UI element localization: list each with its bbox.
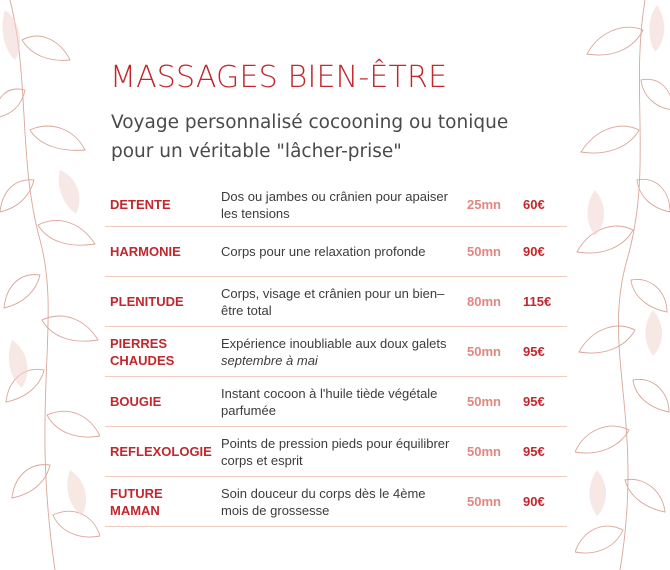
description-text: Corps, visage et crânien pour un bien–être total [221, 285, 445, 318]
massage-name-line: BOUGIE [110, 394, 162, 409]
description-text: Points de pression pieds pour équilibrer corps et esprit [221, 435, 450, 468]
massage-description [221, 277, 451, 326]
massage-row [105, 477, 567, 527]
massage-name-line: PIERRES [110, 335, 168, 351]
massage-description [221, 327, 451, 376]
massage-price: 95€ [523, 394, 545, 409]
massage-price: 95€ [523, 344, 545, 359]
massage-name-line: DETENTE [110, 197, 171, 212]
massage-row [105, 183, 567, 227]
massage-name-line: REFLEXOLOGIE [110, 444, 212, 459]
massage-price: 115€ [523, 294, 552, 309]
massage-price: 95€ [523, 444, 545, 459]
massage-name [110, 377, 220, 426]
massage-name-line: CHAUDES [110, 352, 175, 368]
massage-price-list [105, 183, 567, 527]
massage-name-line: FUTURE [110, 485, 163, 501]
page-subtitle: Voyage personnalisé cocooning ou tonique pour un véritable "lâcher-prise" [111, 112, 509, 162]
massage-duration: 50mn [467, 394, 501, 409]
massage-description [221, 427, 451, 476]
massage-description [221, 477, 451, 526]
massage-price: 90€ [523, 244, 545, 259]
leaf-decoration-left [0, 0, 100, 570]
massage-name [110, 477, 220, 526]
massage-price: 60€ [523, 197, 545, 212]
massage-name [110, 427, 220, 476]
leaf-decoration-right [575, 0, 670, 570]
massage-duration: 25mn [467, 197, 501, 212]
leaf-illustration-right [575, 0, 670, 570]
massage-duration: 80mn [467, 294, 501, 309]
massage-name-line: PLENITUDE [110, 294, 184, 309]
massage-duration: 50mn [467, 244, 501, 259]
massage-description [221, 227, 451, 276]
massage-name-line: HARMONIE [110, 244, 181, 259]
massage-duration: 50mn [467, 494, 501, 509]
massage-price: 90€ [523, 494, 545, 509]
leaf-illustration-left [0, 0, 100, 570]
massage-duration: 50mn [467, 444, 501, 459]
description-text: Corps pour une relaxation profonde [221, 244, 426, 259]
massage-name [110, 277, 220, 326]
description-season: septembre à mai [221, 352, 318, 368]
massage-name [110, 227, 220, 276]
massage-name [110, 327, 220, 376]
massage-duration: 50mn [467, 344, 501, 359]
massage-row [105, 377, 567, 427]
description-text: Expérience inoubliable aux doux galets [221, 335, 447, 351]
massage-row [105, 327, 567, 377]
massage-description [221, 183, 451, 226]
description-text: Dos ou jambes ou crânien pour apaiser les tensions [221, 188, 448, 221]
description-text: Instant cocoon à l'huile tiède végétale parfumée [221, 385, 438, 418]
description-text: Soin douceur du corps dès le 4ème mois de grossesse [221, 485, 426, 518]
massage-row [105, 227, 567, 277]
massage-name-line: MAMAN [110, 502, 160, 518]
massage-name [110, 183, 220, 226]
massage-description [221, 377, 451, 426]
massage-row [105, 427, 567, 477]
page-title: MASSAGES BIEN-ÊTRE [110, 60, 448, 95]
massage-row [105, 277, 567, 327]
